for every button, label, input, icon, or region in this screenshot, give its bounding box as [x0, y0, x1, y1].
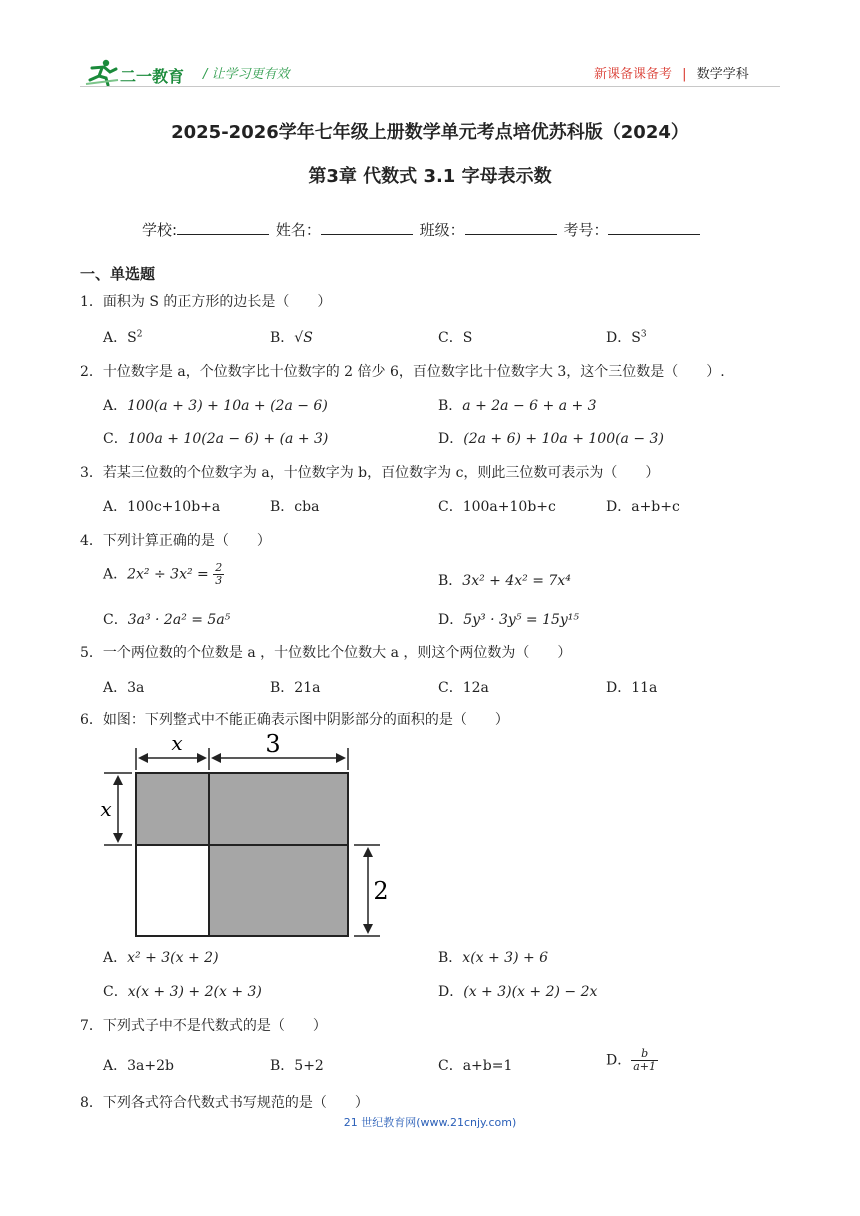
question-4-stem: 4．下列计算正确的是（ ） — [80, 533, 271, 549]
question-2-stem: 2．十位数字是 a，个位数字比十位数字的 2 倍少 6，百位数字比十位数字大 3，这个三位数是（ ）. — [80, 364, 725, 380]
label-right-2: 2 — [373, 877, 389, 905]
question-8-stem: 8．下列各式符合代数式书写规范的是（ ） — [80, 1095, 369, 1111]
logo-text: 二一教育 — [120, 67, 185, 86]
fraction: $\frac{b}{a+1}$ — [633, 1047, 657, 1073]
label-left-x: x — [100, 797, 112, 821]
header-subject: 数学学科 — [696, 67, 749, 82]
question-3-option-d[interactable]: D．a+b+c — [606, 499, 680, 515]
footer-source: 21 世纪教育网(www.21cnjy.com) — [343, 1116, 517, 1129]
shaded-right — [209, 773, 348, 936]
question-6-option-c[interactable]: C．x(x + 3) + 2(x + 3) — [103, 984, 262, 1000]
question-4-option-a[interactable]: A．2x² ÷ 3x² = $\frac{2}{3}$ — [103, 561, 223, 587]
question-1-option-b[interactable]: B．√S — [270, 330, 313, 346]
question-3-option-b[interactable]: B．cba — [270, 499, 320, 515]
question-7-option-b[interactable]: B．5+2 — [270, 1058, 324, 1074]
question-6-stem: 6．如图：下列整式中不能正确表示图中阴影部分的面积的是（ ） — [80, 712, 509, 728]
name-label: 姓名： — [275, 221, 321, 239]
label-top-x: x — [171, 731, 183, 755]
question-5-option-d[interactable]: D．11a — [606, 680, 658, 696]
question-6-option-d[interactable]: D．(x + 3)(x + 2) − 2x — [438, 984, 598, 1000]
question-7-stem: 7．下列式子中不是代数式的是（ ） — [80, 1018, 327, 1034]
fraction: $\frac{2}{3}$ — [215, 561, 223, 587]
name-field[interactable] — [321, 220, 413, 235]
page-title: 2025-2026学年七年级上册数学单元考点培优苏科版（2024） — [171, 122, 689, 143]
slogan: / 让学习更有效 — [203, 67, 290, 82]
student-info-line — [142, 219, 702, 240]
class-field[interactable] — [465, 220, 557, 235]
question-5-option-a[interactable]: A．3a — [103, 680, 145, 696]
question-7-option-a[interactable]: A．3a+2b — [103, 1058, 174, 1074]
question-1-option-d[interactable]: D．$S^3$ — [606, 329, 647, 346]
page-subtitle: 第3章 代数式 3.1 字母表示数 — [308, 166, 552, 187]
question-4-option-d[interactable]: D．5y³ · 3y⁵ = 15y¹⁵ — [438, 612, 580, 628]
exam-no-field[interactable] — [608, 220, 700, 235]
question-3-option-c[interactable]: C．100a+10b+c — [438, 499, 556, 515]
label-top-3: 3 — [265, 730, 281, 758]
school-label: 学校: — [142, 221, 178, 239]
question-1-option-c[interactable]: C．S — [438, 330, 473, 346]
header-right — [594, 63, 749, 82]
question-6-figure — [96, 728, 396, 940]
question-5-option-c[interactable]: C．12a — [438, 680, 489, 696]
question-6-option-a[interactable]: A．x² + 3(x + 2) — [103, 950, 219, 966]
section-heading: 一、单选题 — [80, 265, 156, 283]
question-5-stem: 5．一个两位数的个位数是 a ，十位数比个位数大 a ，则这个两位数为（ ） — [80, 645, 572, 661]
question-3-option-a[interactable]: A．100c+10b+a — [103, 499, 221, 515]
header-subject-tag: 新课备课备考 — [594, 67, 673, 82]
logo-runner-icon — [84, 58, 120, 86]
shaded-top-left — [136, 773, 209, 845]
exam-no-label: 考号： — [563, 221, 609, 239]
question-2-option-a[interactable]: A．100(a + 3) + 10a + (2a − 6) — [103, 398, 328, 414]
header — [0, 0, 860, 90]
question-2-option-c[interactable]: C．100a + 10(2a − 6) + (a + 3) — [103, 431, 329, 447]
header-divider: | — [682, 67, 687, 82]
header-rule — [80, 86, 780, 87]
question-2-option-d[interactable]: D．(2a + 6) + 10a + 100(a − 3) — [438, 431, 664, 447]
class-label: 班级： — [419, 221, 465, 239]
white-bottom-left — [136, 845, 209, 936]
question-2-option-b[interactable]: B．a + 2a − 6 + a + 3 — [438, 398, 597, 414]
question-6-option-b[interactable]: B．x(x + 3) + 6 — [438, 950, 549, 966]
question-1-option-a[interactable]: A．$S^2$ — [103, 329, 143, 346]
question-7-option-d[interactable]: D． $\frac{b}{a+1}$ — [606, 1047, 657, 1073]
question-4-option-b[interactable]: B．3x² + 4x² = 7x⁴ — [438, 573, 571, 589]
question-5-option-b[interactable]: B．21a — [270, 680, 321, 696]
question-1-stem: 1．面积为 S 的正方形的边长是（ ） — [80, 294, 332, 310]
question-7-option-c[interactable]: C．a+b=1 — [438, 1058, 513, 1074]
school-field[interactable] — [177, 220, 269, 235]
question-3-stem: 3．若某三位数的个位数字为 a，十位数字为 b，百位数字为 c，则此三位数可表示为（ ） — [80, 465, 660, 481]
question-4-option-c[interactable]: C．3a³ · 2a² = 5a⁵ — [103, 612, 231, 628]
